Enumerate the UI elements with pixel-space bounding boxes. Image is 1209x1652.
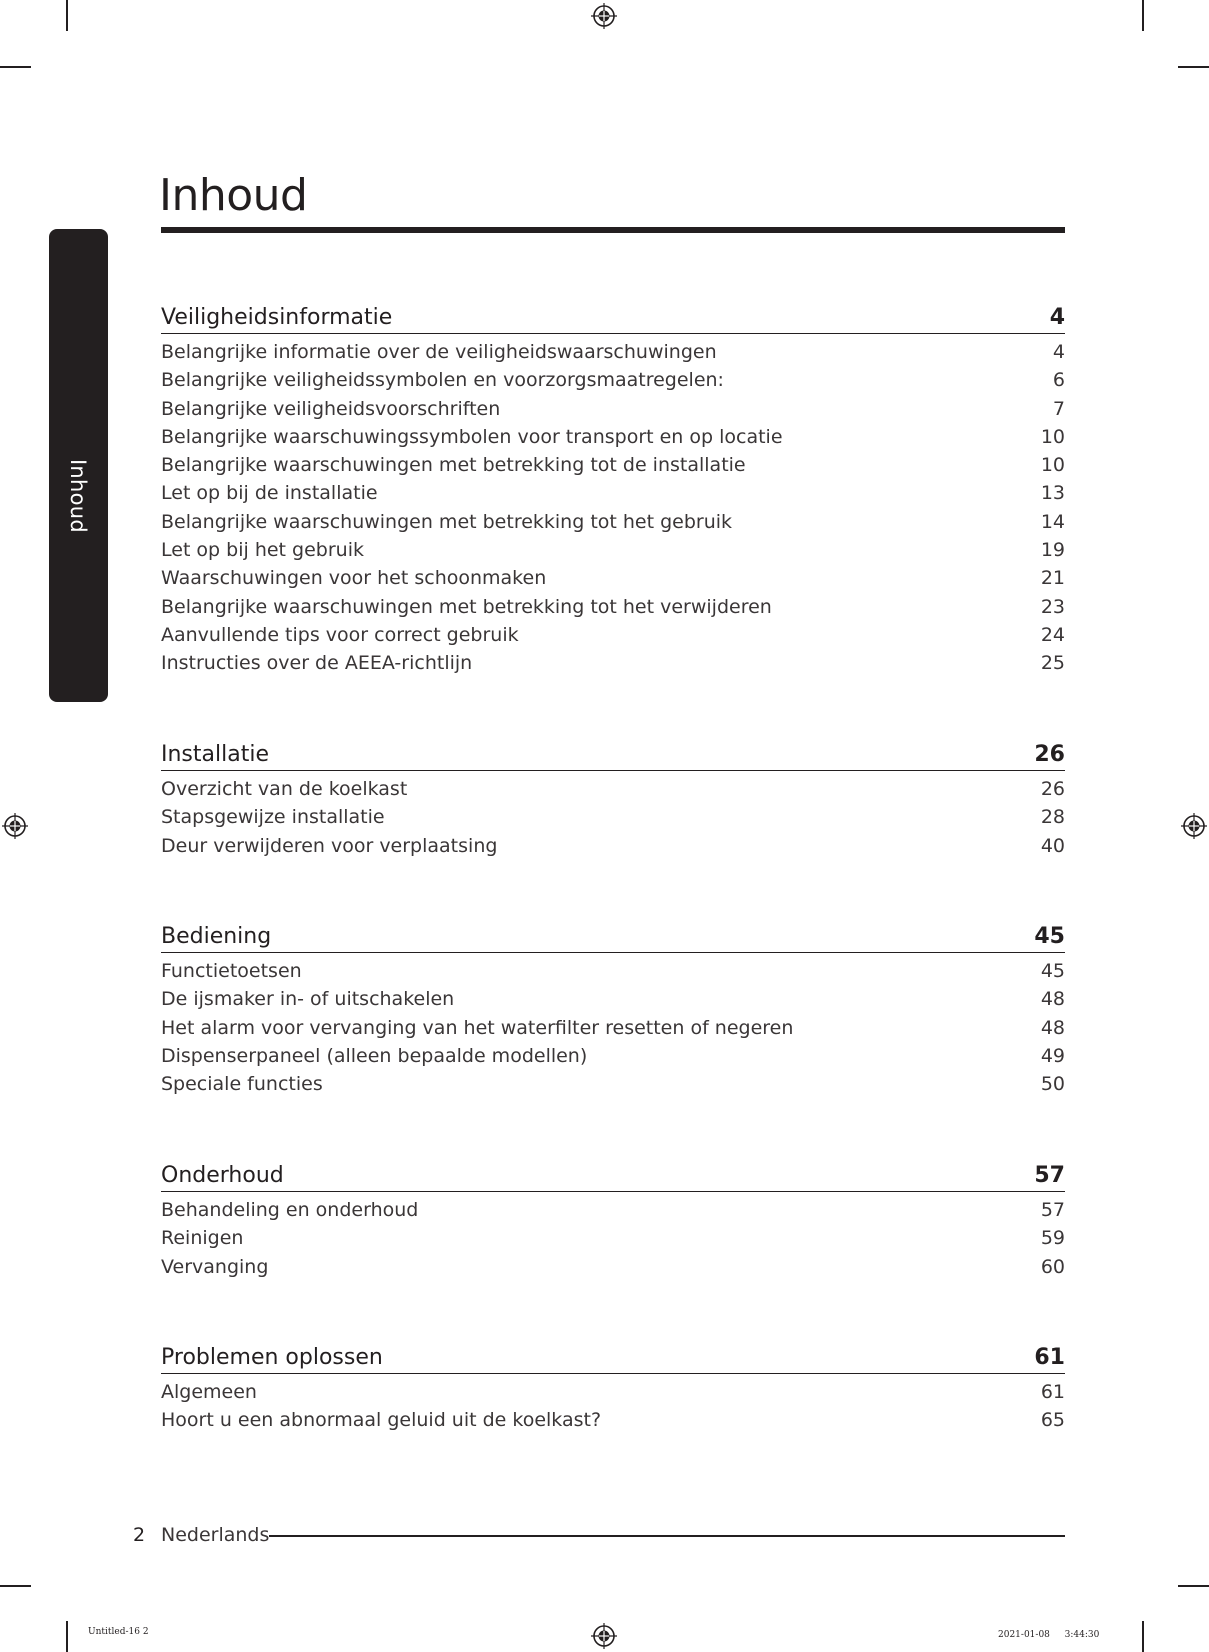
toc-entry[interactable]	[161, 1224, 1065, 1252]
toc-entry-label: Belangrijke waarschuwingssymbolen voor transport en op locatie	[161, 425, 783, 448]
page-number: 2	[133, 1524, 146, 1546]
toc-entry[interactable]	[161, 1253, 1065, 1281]
toc-entry-page: 28	[1040, 806, 1065, 829]
toc-entry-page: 24	[1040, 623, 1065, 646]
toc-entry[interactable]	[161, 1378, 1065, 1406]
crop-mark	[0, 1585, 31, 1587]
toc-entry-label: Belangrijke waarschuwingen met betrekking tot het gebruik	[161, 510, 733, 533]
toc-entry-label: Dispenserpaneel (alleen bepaalde modellen)	[161, 1044, 588, 1067]
toc-entry[interactable]	[161, 366, 1065, 394]
toc-list	[161, 957, 1065, 1098]
toc-entry-page: 26	[1040, 778, 1065, 800]
toc-entry[interactable]	[161, 508, 1065, 536]
crop-mark	[1178, 1585, 1209, 1587]
toc-section	[161, 299, 1065, 678]
toc-entry[interactable]	[161, 479, 1065, 507]
toc-list	[161, 338, 1065, 678]
toc-section	[161, 1157, 1065, 1281]
toc-entry-page: 65	[1040, 1409, 1065, 1432]
toc-entry-label: Aanvullende tips voor correct gebruik	[161, 623, 519, 646]
toc-entry-page: 25	[1040, 652, 1065, 675]
section-heading[interactable]	[161, 736, 1065, 771]
registration-mark-icon	[591, 1623, 617, 1649]
print-slug-datetime: 2021-01-08 3:44:30	[998, 1630, 1100, 1640]
toc-entry-page: 60	[1040, 1255, 1065, 1278]
toc-entry-label: Let op bij het gebruik	[161, 539, 364, 562]
crop-mark	[66, 1621, 68, 1652]
registration-mark-icon	[1181, 813, 1207, 839]
toc-entry-label: De ijsmaker in- of uitschakelen	[161, 988, 455, 1011]
section-heading[interactable]	[161, 918, 1065, 953]
section-title: Bediening	[161, 924, 272, 949]
toc-entry-page: 7	[1052, 397, 1065, 420]
toc-entry-label: Instructies over de AEEA-richtlijn	[161, 652, 473, 675]
toc-entry[interactable]	[161, 1406, 1065, 1434]
toc-entry-page: 45	[1040, 960, 1065, 982]
toc-list	[161, 1196, 1065, 1281]
toc-entry-page: 40	[1040, 834, 1065, 857]
toc-entry-label: Belangrijke waarschuwingen met betrekking tot het verwijderen	[161, 595, 772, 618]
toc-entry[interactable]	[161, 1014, 1065, 1042]
toc-entry-label: Belangrijke waarschuwingen met betrekking tot de installatie	[161, 454, 746, 477]
toc-entry-label: Waarschuwingen voor het schoonmaken	[161, 567, 547, 590]
toc-entry[interactable]	[161, 536, 1065, 564]
toc-section	[161, 736, 1065, 860]
toc-entry[interactable]	[161, 775, 1065, 803]
crop-mark	[1178, 66, 1209, 68]
toc-entry[interactable]	[161, 832, 1065, 860]
toc-entry[interactable]	[161, 1196, 1065, 1224]
print-slug-file: Untitled-16 2	[88, 1627, 149, 1637]
section-title: Installatie	[161, 742, 269, 767]
toc-entry-page: 59	[1040, 1227, 1065, 1250]
toc-entry-page: 50	[1040, 1073, 1065, 1096]
toc-entry-page: 48	[1040, 988, 1065, 1011]
toc-entry-label: Belangrijke veiligheidsvoorschriften	[161, 397, 501, 420]
toc-entry-label: Speciale functies	[161, 1073, 323, 1096]
toc-entry[interactable]	[161, 338, 1065, 366]
footer-rule	[269, 1535, 1065, 1537]
toc-entry-page: 4	[1052, 341, 1065, 363]
toc-section	[161, 918, 1065, 1098]
toc-entry[interactable]	[161, 803, 1065, 831]
crop-mark	[66, 0, 68, 31]
side-tab-label: Inhoud	[66, 458, 90, 534]
section-heading[interactable]	[161, 1339, 1065, 1374]
section-title: Problemen oplossen	[161, 1345, 383, 1370]
toc-entry[interactable]	[161, 593, 1065, 621]
toc-entry-page: 10	[1040, 454, 1065, 477]
section-heading[interactable]	[161, 299, 1065, 334]
toc-entry[interactable]	[161, 1070, 1065, 1098]
toc-entry-label: Het alarm voor vervanging van het waterfilter resetten of negeren	[161, 1016, 794, 1039]
toc-entry-page: 6	[1052, 369, 1065, 392]
toc-entry-page: 10	[1040, 425, 1065, 448]
toc-entry-page: 57	[1040, 1199, 1065, 1221]
toc-entry-label: Stapsgewijze installatie	[161, 806, 385, 829]
toc-entry-label: Let op bij de installatie	[161, 482, 378, 505]
section-page: 45	[1034, 924, 1065, 949]
toc-entry-label: Algemeen	[161, 1381, 257, 1403]
toc-entry[interactable]	[161, 423, 1065, 451]
page-title: Inhoud	[159, 170, 308, 221]
toc-entry-page: 14	[1040, 510, 1065, 533]
toc-entry[interactable]	[161, 985, 1065, 1013]
toc-entry[interactable]	[161, 564, 1065, 592]
page-footer	[133, 1520, 1065, 1550]
toc-entry-page: 49	[1040, 1044, 1065, 1067]
toc-entry-page: 21	[1040, 567, 1065, 590]
registration-mark-icon	[2, 813, 28, 839]
toc-entry-page: 23	[1040, 595, 1065, 618]
registration-mark-icon	[591, 3, 617, 29]
toc-entry-label: Reinigen	[161, 1227, 244, 1250]
section-page: 26	[1034, 742, 1065, 767]
toc-section	[161, 1339, 1065, 1435]
toc-entry[interactable]	[161, 1042, 1065, 1070]
footer-language: Nederlands	[161, 1524, 270, 1546]
toc-entry-label: Behandeling en onderhoud	[161, 1199, 419, 1221]
section-title: Veiligheidsinformatie	[161, 305, 393, 330]
toc-entry[interactable]	[161, 957, 1065, 985]
section-heading[interactable]	[161, 1157, 1065, 1192]
toc-list	[161, 1378, 1065, 1435]
toc-entry-page: 13	[1040, 482, 1065, 505]
toc-entry-label: Deur verwijderen voor verplaatsing	[161, 834, 498, 857]
toc-entry-label: Vervanging	[161, 1255, 269, 1278]
toc-entry-label: Belangrijke informatie over de veiligheidswaarschuwingen	[161, 341, 717, 363]
toc-entry-page: 48	[1040, 1016, 1065, 1039]
toc-entry[interactable]	[161, 451, 1065, 479]
crop-mark	[1142, 0, 1144, 31]
toc-entry[interactable]	[161, 395, 1065, 423]
section-title: Onderhoud	[161, 1163, 284, 1188]
title-rule	[161, 227, 1065, 233]
toc-entry-label: Belangrijke veiligheidssymbolen en voorzorgsmaatregelen:	[161, 369, 724, 392]
toc-entry[interactable]	[161, 621, 1065, 649]
toc-entry-page: 19	[1040, 539, 1065, 562]
toc-entry-label: Hoort u een abnormaal geluid uit de koelkast?	[161, 1409, 602, 1432]
toc-entry-label: Functietoetsen	[161, 960, 302, 982]
toc-entry[interactable]	[161, 649, 1065, 677]
crop-mark	[0, 66, 31, 68]
toc-list	[161, 775, 1065, 860]
section-page: 4	[1049, 305, 1065, 330]
crop-mark	[1142, 1621, 1144, 1652]
section-page: 57	[1034, 1163, 1065, 1188]
section-page: 61	[1034, 1345, 1065, 1370]
toc-entry-label: Overzicht van de koelkast	[161, 778, 408, 800]
toc-entry-page: 61	[1040, 1381, 1065, 1403]
